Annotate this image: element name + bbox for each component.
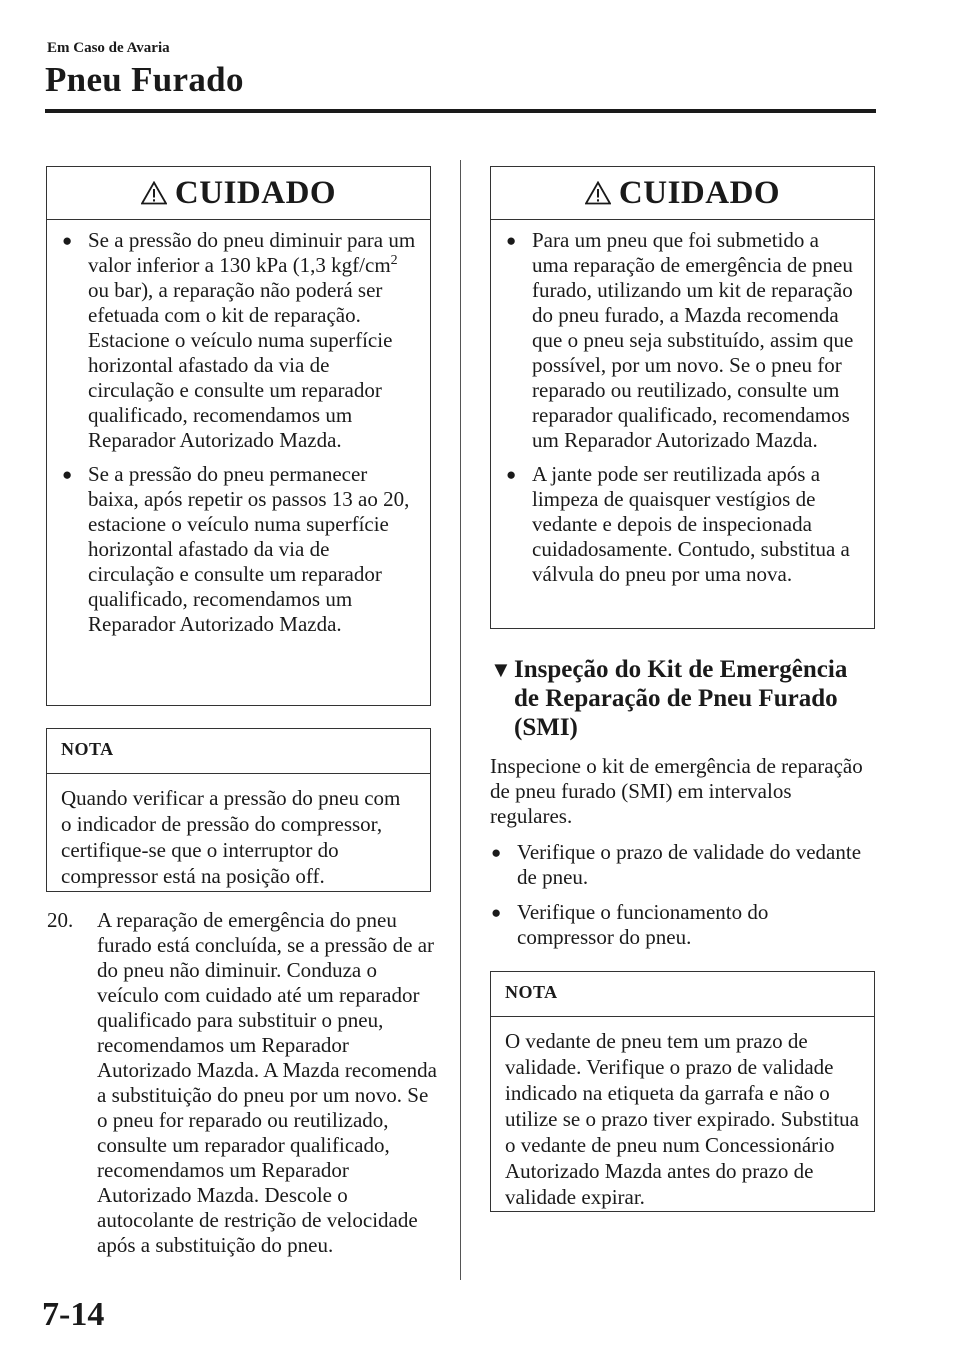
bullet-icon: ● (491, 843, 502, 862)
triangle-down-icon: ▼ (490, 657, 512, 682)
caution-item (505, 462, 860, 587)
caution-item-text: A jante pode ser reutilizada após a limpeza de quaisquer vestígios de vedante e depois de inspecionada cuidadosamente. Contudo, substitua a válvula do pneu por uma nova. (532, 462, 850, 586)
check-list (490, 840, 870, 960)
caution-body (491, 220, 874, 597)
list-item-text: Verifique o funcionamento do compressor do pneu. (517, 900, 769, 949)
column-divider (460, 160, 461, 1280)
step-item (47, 908, 437, 1258)
caution-body (47, 220, 430, 647)
list-item (490, 840, 870, 890)
bullet-icon: ● (62, 465, 73, 484)
note-title: NOTA (47, 729, 430, 774)
caution-item-text: Se a pressão do pneu diminuir para um valor inferior a 130 kPa (1,3 kgf/$cm^2$ ou bar), a reparação não poderá ser efetuada com o kit de reparação. Estacione o veículo numa superfície horizontal afastado da via de circulação e consulte um reparador qualificado, recomendamos um Reparador Autorizado Mazda. (88, 228, 416, 452)
note-text: O vedante de pneu tem um prazo de validade. Verifique o prazo de validade indicado na etiqueta da garrafa e não o utilize se o prazo tiver expirado. Substitua o vedante de pneu num Concessionário Autorizado Mazda antes do prazo de validade expirar. (505, 1029, 859, 1209)
caution-item (61, 462, 416, 637)
caution-box-left (46, 166, 431, 706)
caution-header (47, 167, 430, 220)
section-heading-text: Inspeção do Kit de Emergência de Reparação de Pneu Furado (SMI) (514, 656, 848, 741)
caution-header (491, 167, 874, 220)
note-box-left (46, 728, 431, 892)
caution-box-right (490, 166, 875, 629)
bullet-icon: ● (62, 231, 73, 250)
caution-item (61, 228, 416, 453)
caution-item-text: Para um pneu que foi submetido a uma reparação de emergência de pneu furado, utilizando um kit de reparação do pneu furado, a Mazda recomenda que o pneu seja substituído, assim que possível, por um novo. Se o pneu for reparado ou reutilizado, consulte um reparador qualificado, recomendamos um Reparador Autorizado Mazda. (532, 228, 854, 452)
caution-item-text: Se a pressão do pneu permanecer baixa, após repetir os passos 13 ao 20, estacione o veículo numa superfície horizontal afastado da via de circulação e consulte um reparador qualificado, recomendamos um Reparador Autorizado Mazda. (88, 462, 410, 636)
note-box-right (490, 971, 875, 1212)
note-text: Quando verificar a pressão do pneu com o indicador de pressão do compressor, certifique-se que o interruptor do compressor está na posição off. (61, 786, 401, 888)
list-item-text: Verifique o prazo de validade do vedante de pneu. (517, 840, 862, 889)
caution-title: CUIDADO (618, 174, 781, 211)
warning-icon (585, 181, 611, 205)
step-text: A reparação de emergência do pneu furado está concluída, se a pressão de ar do pneu não diminuir. Conduza o veículo com cuidado até um reparador qualificado para substituir o pneu, recomendamos um Reparador Autorizado Mazda. A Mazda recomenda a substituição do pneu por um novo. Se o pneu for reparado ou reutilizado, consulte um reparador qualificado, recomendamos um Reparador Autorizado Mazda. Descole o autocolante de restrição de velocidade após a substituição do pneu. (97, 908, 437, 1257)
intro-paragraph: Inspecione o kit de emergência de reparação de pneu furado (SMI) em intervalos regulares. (490, 754, 863, 828)
section-heading (490, 655, 870, 742)
warning-icon (141, 181, 167, 205)
bullet-icon: ● (506, 231, 517, 250)
list-item (490, 900, 870, 950)
section-label: Em Caso de Avaria (47, 40, 170, 56)
page-title: Pneu Furado (45, 60, 244, 99)
title-rule (45, 109, 876, 113)
bullet-icon: ● (506, 465, 517, 484)
page-number: 7-14 (42, 1296, 105, 1333)
step-number: 20. (47, 908, 74, 932)
caution-item (505, 228, 860, 453)
caution-title: CUIDADO (174, 174, 337, 211)
bullet-icon: ● (491, 903, 502, 922)
note-title: NOTA (491, 972, 874, 1017)
